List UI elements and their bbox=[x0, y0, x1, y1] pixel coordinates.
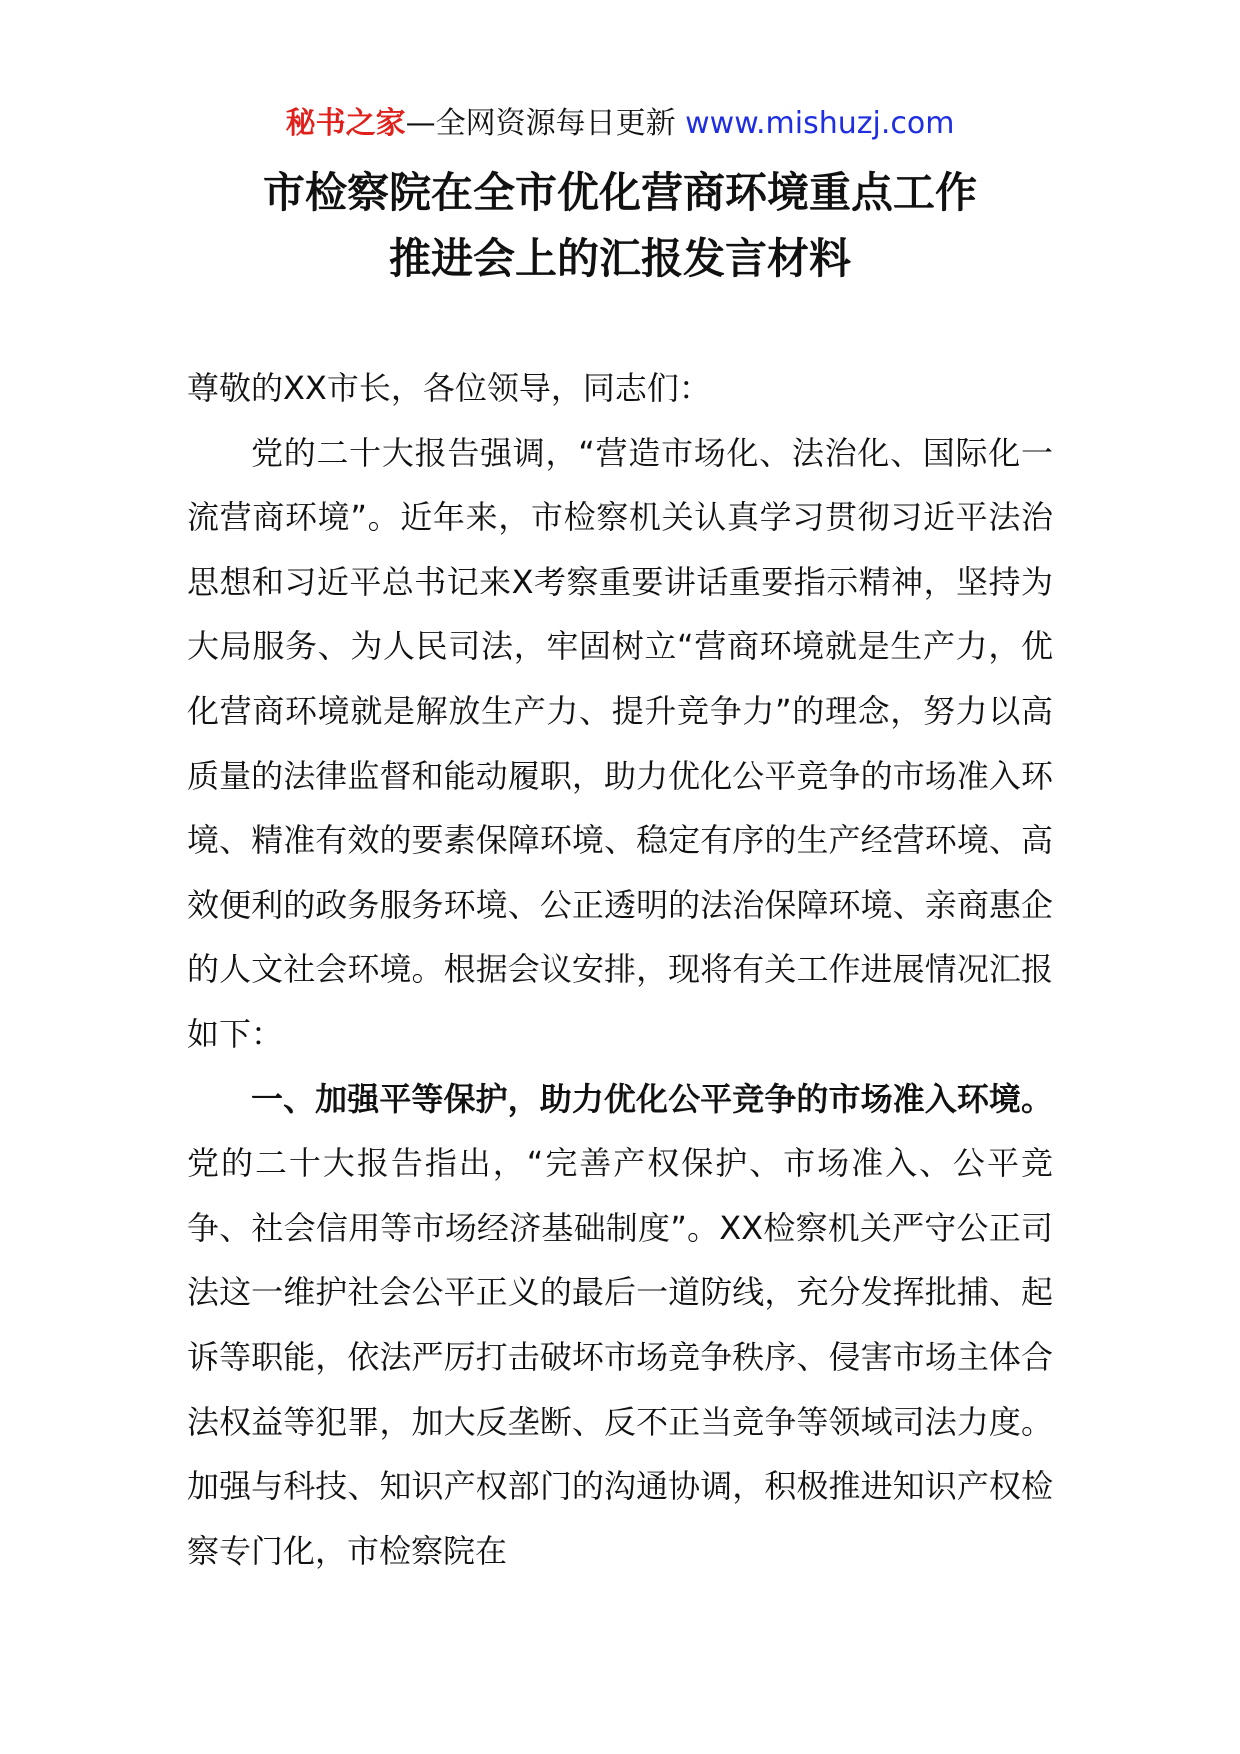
paragraph-section-1 bbox=[187, 1067, 1053, 1584]
document-title bbox=[0, 160, 1240, 292]
site-header bbox=[0, 100, 1240, 148]
paragraph-intro: 党的二十大报告强调，“营造市场化、法治化、国际化一流营商环境”。近年来，市检察机关认真学习贯彻习近平法治思想和习近平总书记来X考察重要讲话重要指示精神，坚持为大局服务、为人民司法，牢固树立“营商环境就是生产力，优化营商环境就是解放生产力、提升竞争力”的理念，努力以高质量的法律监督和能动履职，助力优化公平竞争的市场准入环境、精准有效的要素保障环境、稳定有序的生产经营环境、高效便利的政务服务环境、公正透明的法治保障环境、亲商惠企的人文社会环境。根据会议安排，现将有关工作进展情况汇报如下： bbox=[187, 433, 1053, 1053]
site-slogan: —全网资源每日更新 bbox=[405, 106, 686, 141]
title-line-1: 市检察院在全市优化营商环境重点工作 bbox=[262, 168, 977, 217]
section-1-heading: 一、加强平等保护，助力优化公平竞争的市场准入环境。 bbox=[251, 1079, 1053, 1118]
section-1-text: 党的二十大报告指出，“完善产权保护、市场准入、公平竞争、社会信用等市场经济基础制度”。XX检察机关严守公正司法这一维护社会公平正义的最后一道防线，充分发挥批捕、起诉等职能，依法严厉打击破坏市场竞争秩序、侵害市场主体合法权益等犯罪，加大反垄断、反不正当竞争等领域司法力度。加强与科技、知识产权部门的沟通协调，积极推进知识产权检察专门化，市检察院在 bbox=[187, 1144, 1053, 1570]
salutation: 尊敬的XX市长，各位领导，同志们： bbox=[187, 369, 711, 407]
site-url[interactable]: www.mishuzj.com bbox=[685, 106, 955, 141]
brand-name: 秘书之家 bbox=[285, 106, 406, 141]
document-body bbox=[187, 356, 1053, 1583]
title-line-2: 推进会上的汇报发言材料 bbox=[388, 234, 851, 283]
